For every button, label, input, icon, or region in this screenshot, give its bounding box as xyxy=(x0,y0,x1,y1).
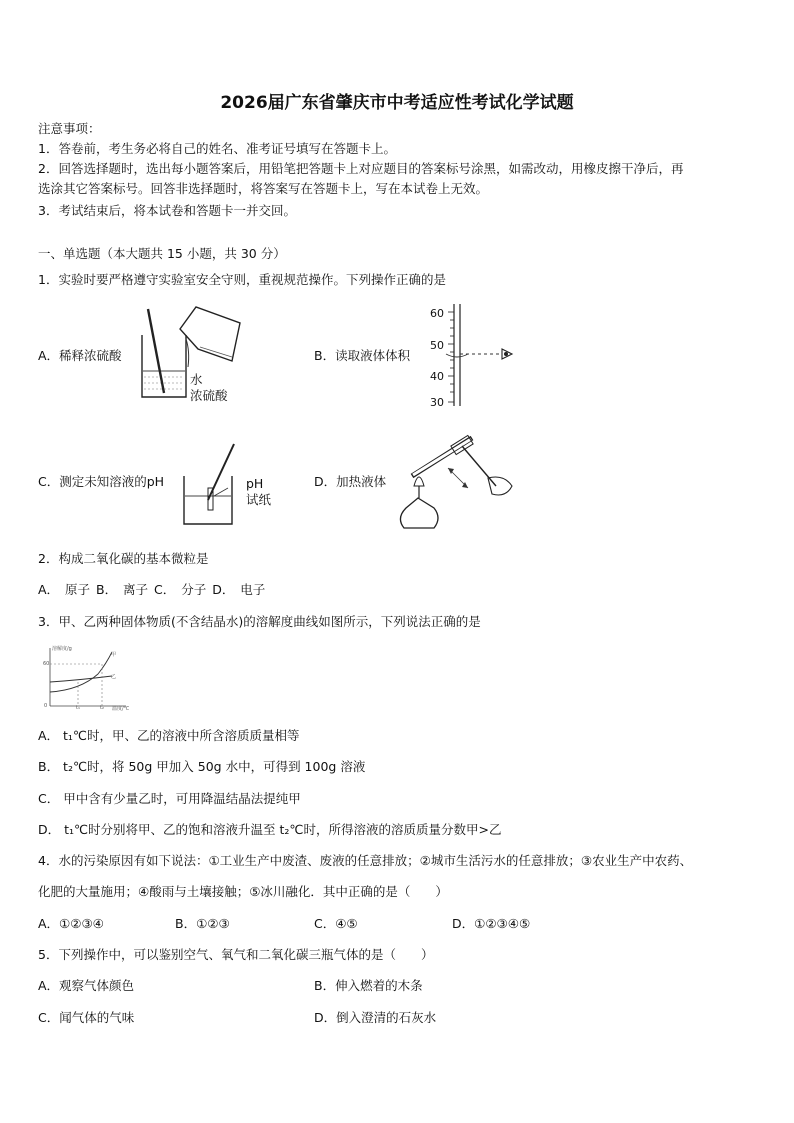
q3-option-d: D． t₁℃时分别将甲、乙的饱和溶液升温至 t₂℃时，所得溶液的溶质质量分数甲>乙 xyxy=(38,822,502,837)
q4-stem-line1: 4．水的污染原因有如下说法：①工业生产中废渣、废液的任意排放；②城市生活污水的任意排放；③农业生产中农药、 xyxy=(38,853,693,868)
q4-option-b: B．①②③ xyxy=(175,916,230,931)
q3-fig-t2: t₂ xyxy=(100,705,104,711)
q3-stem: 3．甲、乙两种固体物质(不含结晶水)的溶解度曲线如图所示，下列说法正确的是 xyxy=(38,614,481,629)
fig-b-tick-60: 60 xyxy=(430,307,444,320)
q4-option-d: D．①②③④⑤ xyxy=(452,916,531,931)
q3-fig-xlabel: 温度/℃ xyxy=(112,706,130,712)
q5-option-b: B．伸入燃着的木条 xyxy=(314,978,423,993)
q4-stem-line2: 化肥的大量施用；④酸雨与土壤接触；⑤冰川融化．其中正确的是（ ） xyxy=(38,884,448,899)
section-heading: 一、单选题（本大题共 15 小题，共 30 分） xyxy=(38,246,286,261)
q1-option-a: A．稀释浓硫酸 xyxy=(38,348,122,363)
q3-fig-jia: 甲 xyxy=(111,652,117,658)
q1-option-d: D．加热液体 xyxy=(314,474,387,489)
notice-item-3: 3．考试结束后，将本试卷和答题卡一并交回。 xyxy=(38,203,296,218)
q5-option-d: D．倒入澄清的石灰水 xyxy=(314,1010,437,1025)
figure-heat-liquid xyxy=(392,428,520,536)
fig-b-tick-40: 40 xyxy=(430,370,444,383)
fig-b-tick-30: 30 xyxy=(430,396,444,409)
fig-a-label-acid: 浓硫酸 xyxy=(190,388,228,403)
q1-option-b: B．读取液体体积 xyxy=(314,348,411,363)
fig-b-tick-50: 50 xyxy=(430,339,444,352)
q4-option-c: C．④⑤ xyxy=(314,916,358,931)
q5-option-c: C．闻气体的气味 xyxy=(38,1010,135,1025)
q1-option-c: C．测定未知溶液的pH xyxy=(38,474,165,489)
q3-fig-origin: 0 xyxy=(44,703,48,709)
q3-option-a: A． t₁℃时，甲、乙的溶液中所含溶质质量相等 xyxy=(38,728,300,743)
q3-option-b: B． t₂℃时，将 50g 甲加入 50g 水中，可得到 100g 溶液 xyxy=(38,759,366,774)
figure-solubility-curve xyxy=(40,644,130,714)
q4-option-a: A．①②③④ xyxy=(38,916,104,931)
q3-option-c: C． 甲中含有少量乙时，可用降温结晶法提纯甲 xyxy=(38,791,301,806)
q2-stem: 2．构成二氧化碳的基本微粒是 xyxy=(38,551,209,566)
q3-fig-60: 60 xyxy=(43,661,50,667)
fig-c-label-paper: 试纸 xyxy=(246,492,272,507)
q5-stem: 5．下列操作中，可以鉴别空气、氧气和二氧化碳三瓶气体的是（ ） xyxy=(38,947,434,962)
q3-fig-ylabel: 溶解度/g xyxy=(52,646,72,652)
fig-a-label-water: 水 xyxy=(190,372,203,387)
notice-item-1: 1．答卷前，考生务必将自己的姓名、准考证号填写在答题卡上。 xyxy=(38,141,396,156)
notice-heading: 注意事项： xyxy=(38,121,101,136)
q2-options: A． 原子 B． 离子 C． 分子 D． 电子 xyxy=(38,582,266,597)
notice-item-2-cont: 选涂其它答案标号。回答非选择题时，将答案写在答题卡上，写在本试卷上无效。 xyxy=(38,181,489,196)
fig-c-label-ph: pH xyxy=(246,476,264,491)
q1-stem: 1．实验时要严格遵守实验室安全守则，重视规范操作。下列操作正确的是 xyxy=(38,272,446,287)
page-title: 2026届广东省肇庆市中考适应性考试化学试题 xyxy=(220,93,574,113)
q3-fig-t1: t₁ xyxy=(76,705,80,711)
q3-fig-yi: 乙 xyxy=(111,674,117,680)
figure-measure-ph xyxy=(178,440,248,526)
q5-option-a: A．观察气体颜色 xyxy=(38,978,135,993)
notice-item-2: 2．回答选择题时，选出每小题答案后，用铅笔把答题卡上对应题目的答案标号涂黑，如需改动，用橡皮擦干净后，再 xyxy=(38,161,684,176)
